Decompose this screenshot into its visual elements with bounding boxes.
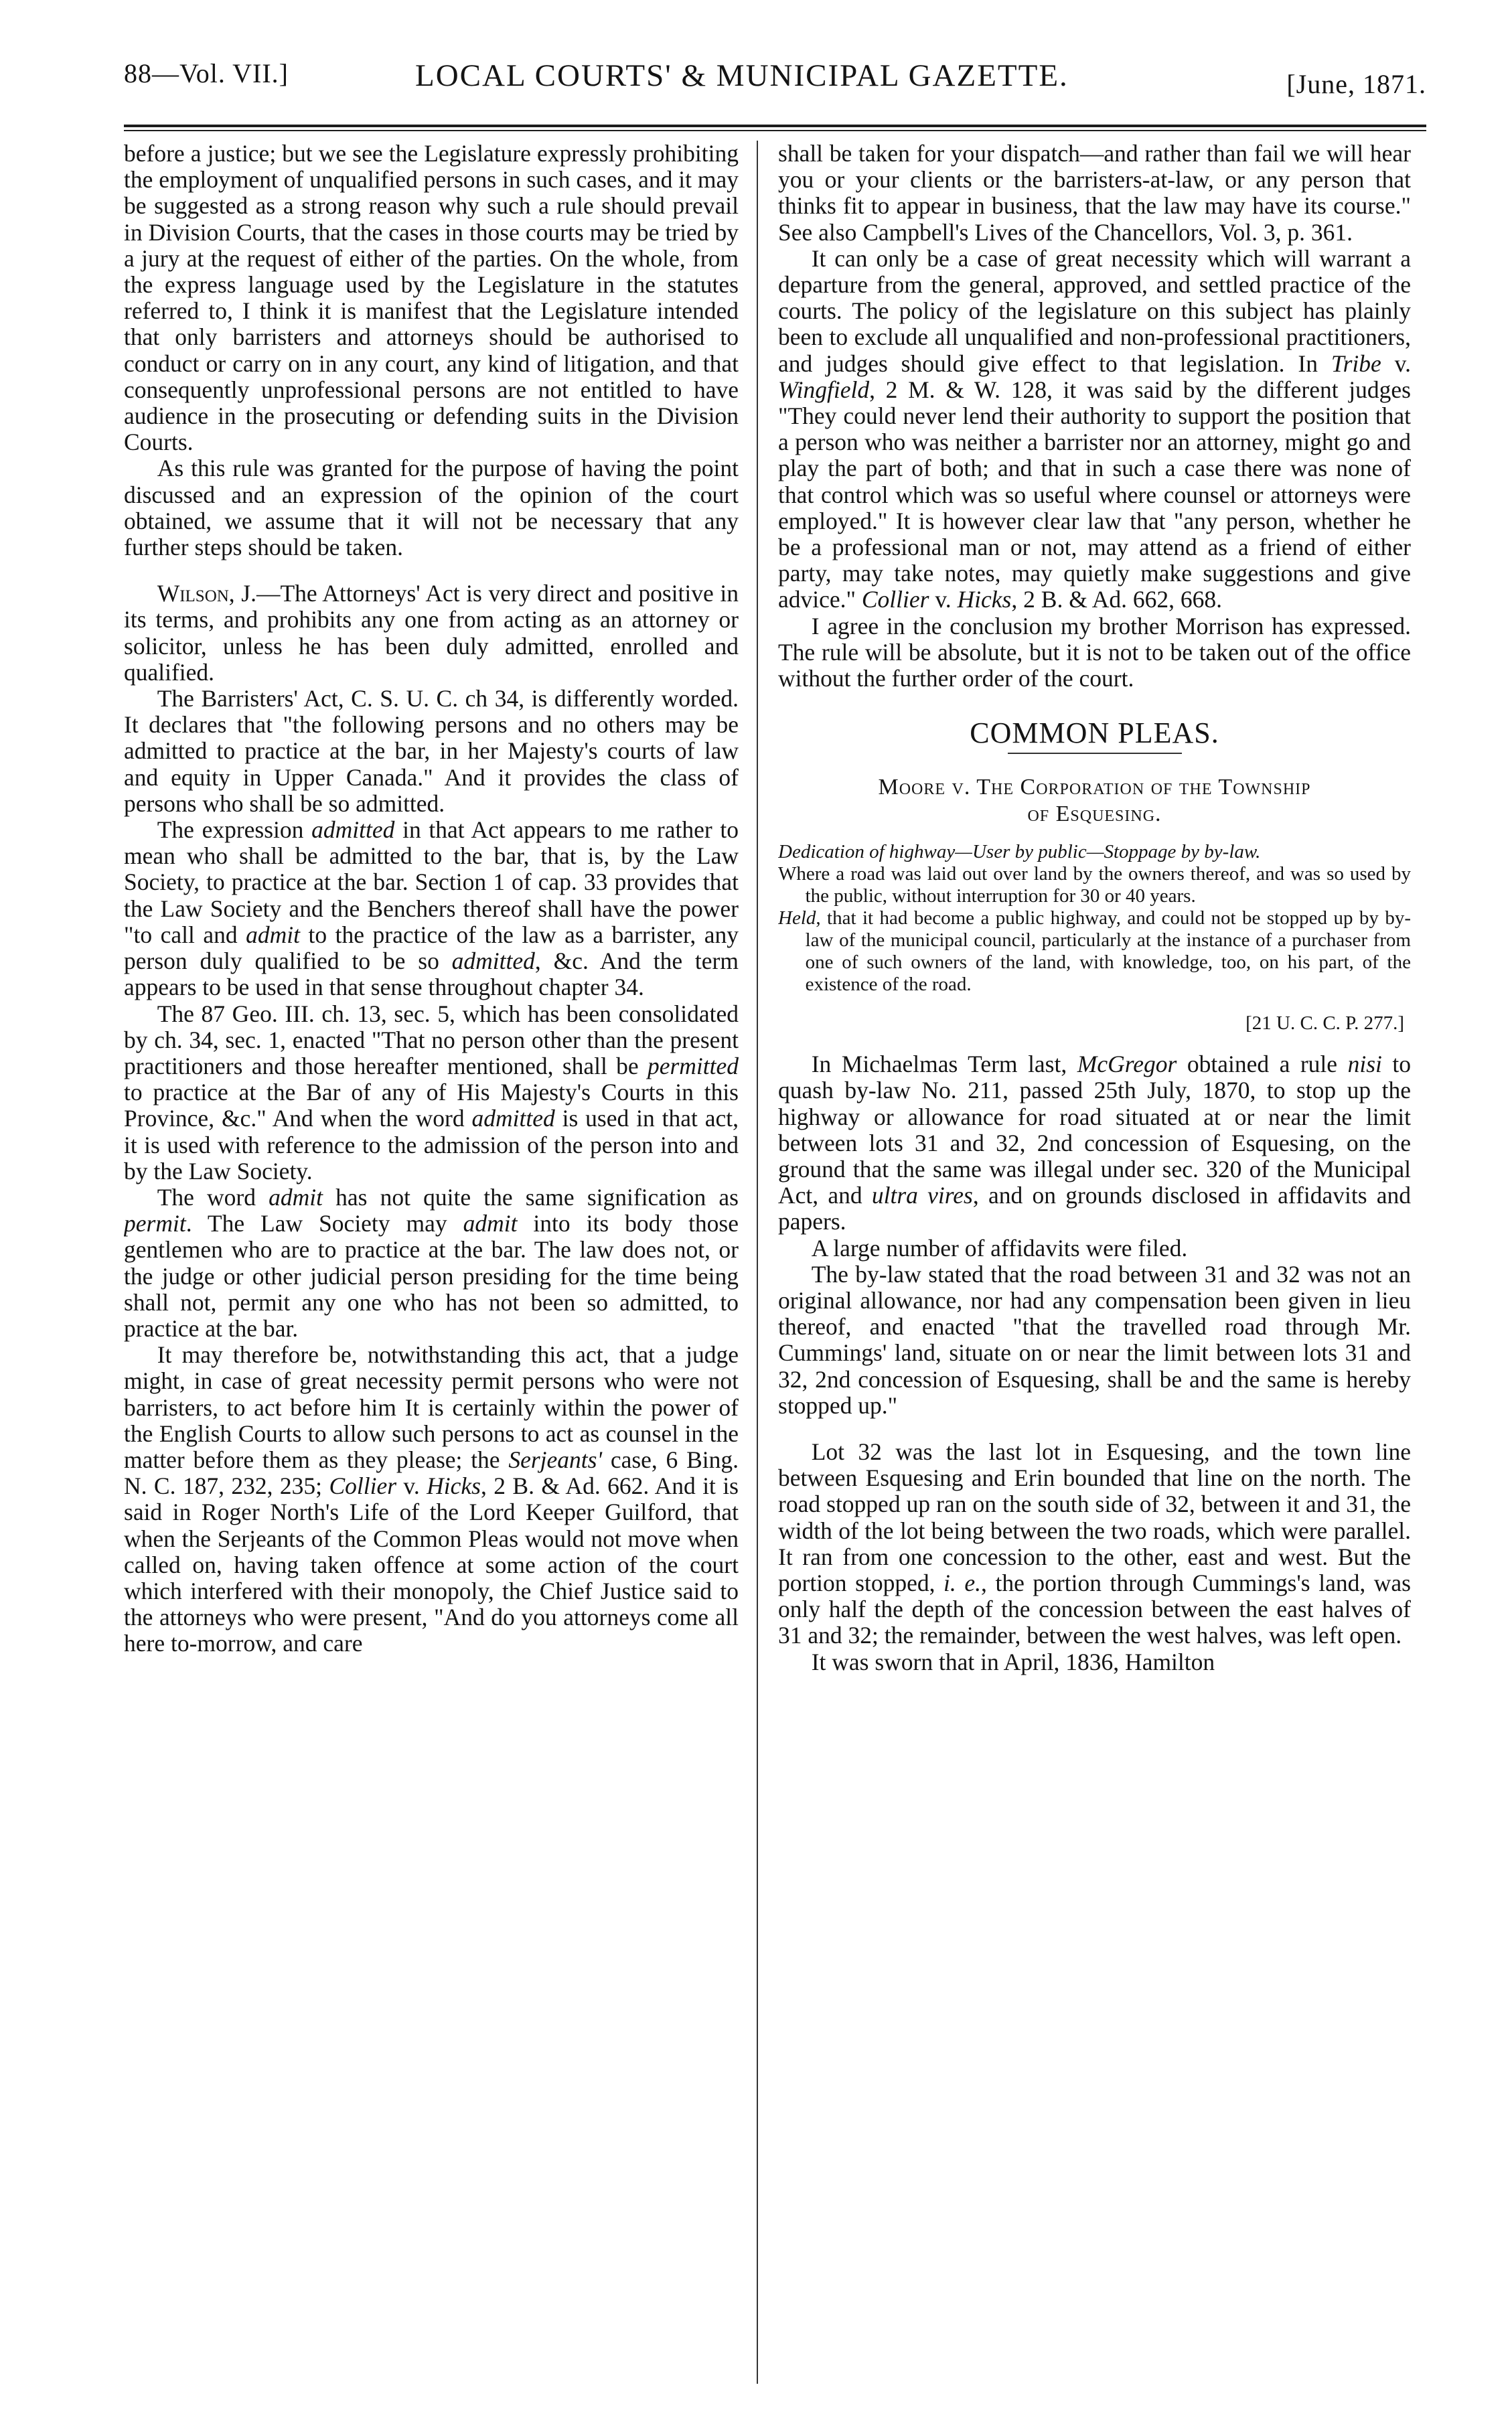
paragraph-text: to quash by-law No. 211, passed 25th July, 1870, to stop up the highway or allowance for road situated at or near the limit between lots 31 and 32, 2nd concession of Esquesing, on the ground that the same was illegal under sec. 320 of the Municipal Act, and xyxy=(778,1051,1411,1209)
paragraph-text: —The Attorneys' Act is very direct and positive in its terms, and prohibits any one from acting as an attorney or solicitor, unless he has been duly admitted, enrolled and qualified. xyxy=(124,580,739,686)
italic-term: Hicks xyxy=(957,586,1012,613)
italic-term: admitted xyxy=(311,816,395,844)
italic-term: McGregor xyxy=(1077,1051,1177,1078)
case-citation: [21 U. C. C. P. 277.] xyxy=(1245,1012,1404,1034)
paragraph-text: In Michaelmas Term last, xyxy=(811,1051,1077,1078)
paragraph-text: The word xyxy=(157,1183,269,1211)
case-title-line: of Esquesing. xyxy=(1027,801,1162,826)
paragraph-text: into its body those gentlemen who are to practice at the bar. The law does not, or the judge or other judicial person presiding for the time being shall not, permit any one who has not been so admitted, to practice at the bar. xyxy=(124,1210,739,1342)
italic-term: permitted xyxy=(647,1052,739,1079)
italic-term: admit xyxy=(463,1210,518,1237)
right-column xyxy=(778,141,1411,2397)
paragraph-text: is used in that act, it is used with reference to the admission of the person into and by the Law Society. xyxy=(124,1105,739,1185)
paragraph-text: case, 6 Bing. N. C. 187, 232, 235; xyxy=(124,1446,739,1500)
paragraph xyxy=(778,246,1411,613)
paragraph-text: , and on grounds disclosed in affidavits and papers. xyxy=(778,1182,1411,1235)
italic-term: permit xyxy=(124,1210,186,1237)
italic-term: Tribe xyxy=(1331,350,1381,377)
paragraph-text: Lot 32 was the last lot in Esquesing, and the town line between Esquesing and Erin bounded that line on the north. The road stopped up ran on the south side of 32, between it and 31, the width of the lot being between the two roads, which were parallel. It ran from one concession to the other, east and west. But the portion stopped, xyxy=(778,1438,1411,1597)
left-column xyxy=(124,141,739,2397)
paragraph-text: The 87 Geo. III. ch. 13, sec. 5, which has been consolidated by ch. 34, sec. 1, enacted "That no person other than the present practitioners and those hereafter mentioned, shall be xyxy=(124,1000,739,1079)
paragraph-text: , 2 B. & Ad. 662, 668. xyxy=(1011,586,1222,613)
paragraph-text: v. xyxy=(929,586,958,613)
paragraph-text: It can only be a case of great necessity which will warrant a departure from the general, approved, and settled practice of the courts. The policy of the legislature on this subject has plainly been to exclude all unqualified and non-professional practitioners, and judges should give effect to that legislation. In xyxy=(778,244,1411,377)
judge-name: Wilson, J. xyxy=(157,580,256,607)
paragraph-text: v. xyxy=(396,1472,427,1500)
paragraph-text: . The Law Society may xyxy=(185,1210,463,1237)
section-heading xyxy=(778,716,1411,754)
paragraph-text: , 2 M. & W. 128, it was said by the different judges "They could never lend their authority to support the position that a person who was neither a barrister nor an attorney, might go and play the part of both; and that in such a case there was none of that control which was so useful where counsel or attorneys were employed." It is however clear law that "any person, whether he be a professional man or not, may attend as a friend of either party, may take notes, may quietly make suggestions and give advice." xyxy=(778,376,1411,613)
paragraph-gap xyxy=(778,1419,1411,1439)
column-divider xyxy=(757,141,758,2384)
headnote-topic xyxy=(778,841,1411,863)
case-title xyxy=(778,774,1411,828)
page-volume: 88—Vol. VII.] xyxy=(124,58,289,88)
italic-term: Wingfield xyxy=(778,376,870,403)
italic-term: nisi xyxy=(1347,1051,1382,1078)
section-heading-underline xyxy=(1008,753,1182,754)
italic-term: Collier xyxy=(329,1472,397,1500)
paragraph: before a justice; but we see the Legislature expressly prohibiting the employment of unqualified persons in such cases, and it may be suggested as a strong reason why such a rule should prevail in Division Courts, that the cases in those courts may be tried by a jury at the request of either of the parties. On the whole, from the express language used by the Legislature in the statutes referred to, I think it is manifest that the Legislature intended that only barristers and attorneys should be authorised to conduct or carry on in any court, any kind of litigation, and that consequently unprofessional persons are not entitled to have audience in the prosecuting or defending suits in the Division Courts. xyxy=(124,141,739,456)
paragraph: As this rule was granted for the purpose of having the point discussed and an expression of the opinion of the court obtained, we assume that it will not be necessary that any further steps should be taken. xyxy=(124,455,739,561)
paragraph: A large number of affidavits were filed. xyxy=(811,1234,1188,1262)
paragraph-text: , 2 B. & Ad. 662. And it is said in Roger North's Life of the Lord Keeper Guilford, that when the Serjeants of the Common Pleas would not move when called on, having taken offence at some action of the court which interfered with their monopoly, the Chief Justice said to the attorneys who were present, "And do you attorneys come all here to-morrow, and care xyxy=(124,1472,739,1657)
italic-term: ultra vires xyxy=(871,1182,973,1209)
paragraph-text: to practice at the Bar of any of His Majesty's Courts in this Province, &c." And when the word xyxy=(124,1079,739,1132)
italic-term: Dedication of highway—User by public—Stoppage by by-law. xyxy=(778,840,1261,862)
italic-term: admitted xyxy=(471,1105,555,1132)
paragraph xyxy=(124,1342,739,1657)
paragraph-text: The expression xyxy=(157,816,312,844)
paragraph-text: It may therefore be, notwithstanding this act, that a judge might, in case of great necessity permit persons who were not barristers, to act before him It is certainly within the power of the English Courts to allow such persons to act as counsel in the matter before them as they please; the xyxy=(124,1341,739,1473)
italic-term: admit xyxy=(269,1183,323,1211)
paragraph-gap xyxy=(124,560,739,581)
paragraph-text: obtained a rule xyxy=(1177,1051,1348,1078)
header-rule-thin xyxy=(124,130,1426,131)
page-header xyxy=(124,48,1426,122)
italic-term: i. e. xyxy=(943,1570,981,1597)
paragraph: shall be taken for your dispatch—and rather than fail we will hear you or your clients or the barristers-at-law, or any person that thinks fit to appear in business, that the law may have its course." See also Campbell's Lives of the Chancellors, Vol. 3, p. 361. xyxy=(778,141,1411,246)
italic-term: Held xyxy=(778,907,816,929)
header-rule-thick xyxy=(124,125,1426,127)
paragraph-text: to the practice of the law as a barrister, any person duly qualified to be so xyxy=(124,921,739,975)
paragraph: It was sworn that in April, 1836, Hamilton xyxy=(811,1648,1215,1675)
section-heading-text: COMMON PLEAS. xyxy=(970,716,1219,750)
case-title-line: Moore v. The Corporation of the Township xyxy=(878,774,1311,800)
paragraph-text: , that it had become a public highway, and could not be stopped up by by-law of the municipal council, particularly at the instance of a purchaser from one of such owners of the land, with knowledge, too, on his part, of the existence of the road. xyxy=(805,907,1411,995)
paragraph xyxy=(124,817,739,1000)
italic-term: Serjeants' xyxy=(508,1446,603,1473)
paragraph xyxy=(124,1001,739,1185)
paragraph-text: v. xyxy=(1381,350,1411,377)
paragraph-text: in that Act appears to me rather to mean who shall be admitted to the bar, that is, by the Law Society, to practice at the bar. Section 1 of cap. 33 provides that the Law Society and the Benchers thereof shall have the power "to call and xyxy=(124,816,739,948)
headnote-facts: Where a road was laid out over land by the owners thereof, and was so used by the public, without interruption for 30 or 40 years. xyxy=(778,862,1411,907)
paragraph xyxy=(778,1051,1411,1235)
italic-term: Hicks xyxy=(427,1472,481,1500)
paragraph xyxy=(124,581,739,686)
italic-term: Collier xyxy=(861,586,929,613)
publication-title: LOCAL COURTS' & MUNICIPAL GAZETTE. xyxy=(415,58,1069,93)
headnote-holding xyxy=(778,907,1411,996)
italic-term: admitted xyxy=(451,947,535,975)
paragraph xyxy=(778,1439,1411,1649)
paragraph-text: , &c. And the term appears to be used in that sense throughout chapter 34. xyxy=(124,947,739,1001)
paragraph: The Barristers' Act, C. S. U. C. ch 34, is differently worded. It declares that "the following persons and no others may be admitted to practice at the bar, in her Majesty's courts of law and equity in Upper Canada." And it provides the class of persons who shall be so admitted. xyxy=(124,685,739,817)
issue-date: [June, 1871. xyxy=(1286,69,1426,99)
paragraph: I agree in the conclusion my brother Morrison has expressed. The rule will be absolute, but it is not to be taken out of the office without the further order of the court. xyxy=(778,612,1411,692)
paragraph-text: has not quite the same signification as xyxy=(323,1183,739,1211)
paragraph: The by-law stated that the road between 31 and 32 was not an original allowance, nor had any compensation been given in lieu thereof, and enacted "that the travelled road through Mr. Cummings' land, situate on or near the limit between lots 31 and 32, 2nd concession of Esquesing, shall be and the same is hereby stopped up." xyxy=(778,1260,1411,1419)
headnote xyxy=(778,841,1411,996)
italic-term: admit xyxy=(246,921,301,948)
paragraph-text: , the portion through Cummings's land, was only half the depth of the concession between the east halves of 31 and 32; the remainder, between the west halves, was left open. xyxy=(778,1570,1411,1649)
paragraph xyxy=(124,1185,739,1342)
